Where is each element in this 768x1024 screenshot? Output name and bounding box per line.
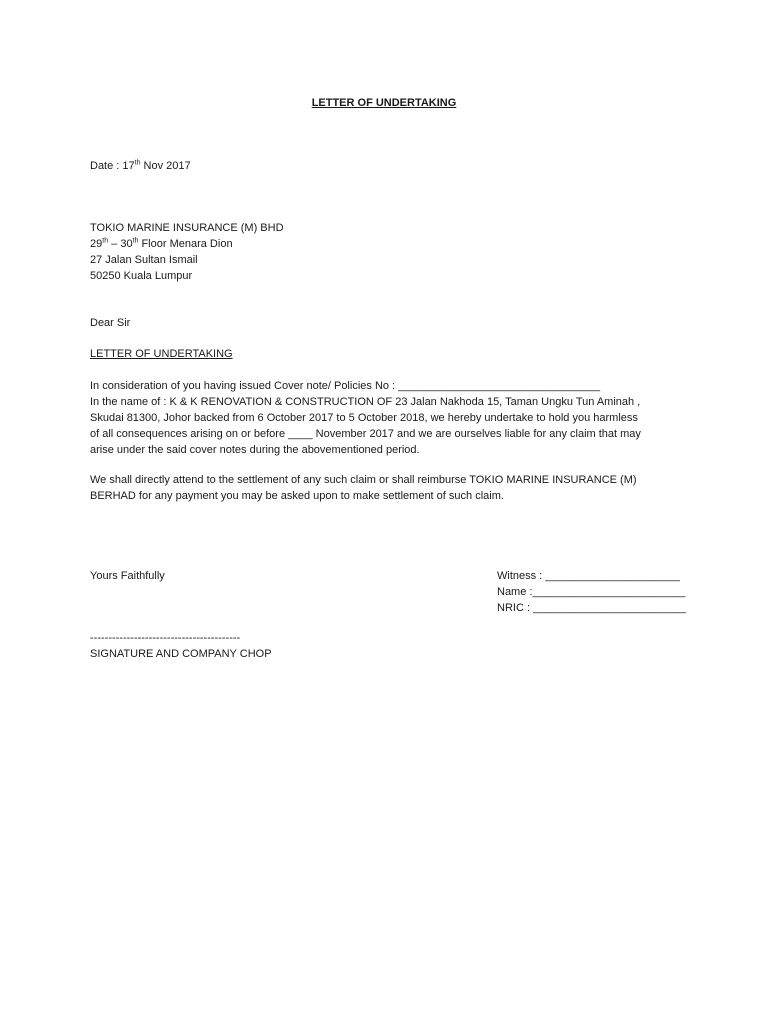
signature-line: -----------------------------------------: [90, 632, 241, 644]
paragraph-line: BERHAD for any payment you may be asked upon to make settlement of such claim.: [90, 490, 504, 502]
recipient-street: 27 Jalan Sultan Ismail: [90, 254, 198, 266]
paragraph-line: In the name of : K & K RENOVATION & CONSTRUCTION OF 23 Jalan Nakhoda 15, Taman Ungku Tun Aminah ,: [90, 396, 641, 408]
signature-label: SIGNATURE AND COMPANY CHOP: [90, 648, 272, 660]
letter-date: Date : 17th Nov 2017: [90, 159, 191, 172]
witness-field: Witness : ______________________: [497, 570, 680, 582]
recipient-floor: 29th – 30th Floor Menara Dion: [90, 237, 233, 250]
subject-heading: LETTER OF UNDERTAKING: [90, 348, 233, 360]
witness-block: [497, 568, 686, 616]
paragraph-line: Skudai 81300, Johor backed from 6 October 2017 to 5 October 2018, we hereby undertake to hold you harmless: [90, 412, 638, 424]
recipient-city: 50250 Kuala Lumpur: [90, 270, 193, 282]
page-title: LETTER OF UNDERTAKING: [311, 97, 457, 109]
paragraph-line: In consideration of you having issued Cover note/ Policies No : _________________________________: [90, 380, 601, 392]
body-paragraph-2: [90, 472, 690, 504]
salutation: Dear Sir: [90, 317, 131, 329]
paragraph-line: We shall directly attend to the settlement of any such claim or shall reimburse TOKIO MARINE INSURANCE (M): [90, 474, 637, 486]
name-field: Name :_________________________: [497, 586, 686, 598]
body-paragraph-1: [90, 378, 690, 458]
recipient-company: TOKIO MARINE INSURANCE (M) BHD: [90, 222, 284, 234]
paragraph-line: of all consequences arising on or before ____ November 2017 and we are ourselves liable for any claim that may: [90, 428, 641, 440]
closing: Yours Faithfully: [90, 570, 165, 582]
nric-field: NRIC : _________________________: [497, 602, 686, 614]
paragraph-line: arise under the said cover notes during the abovementioned period.: [90, 444, 420, 456]
recipient-address: [90, 220, 284, 284]
